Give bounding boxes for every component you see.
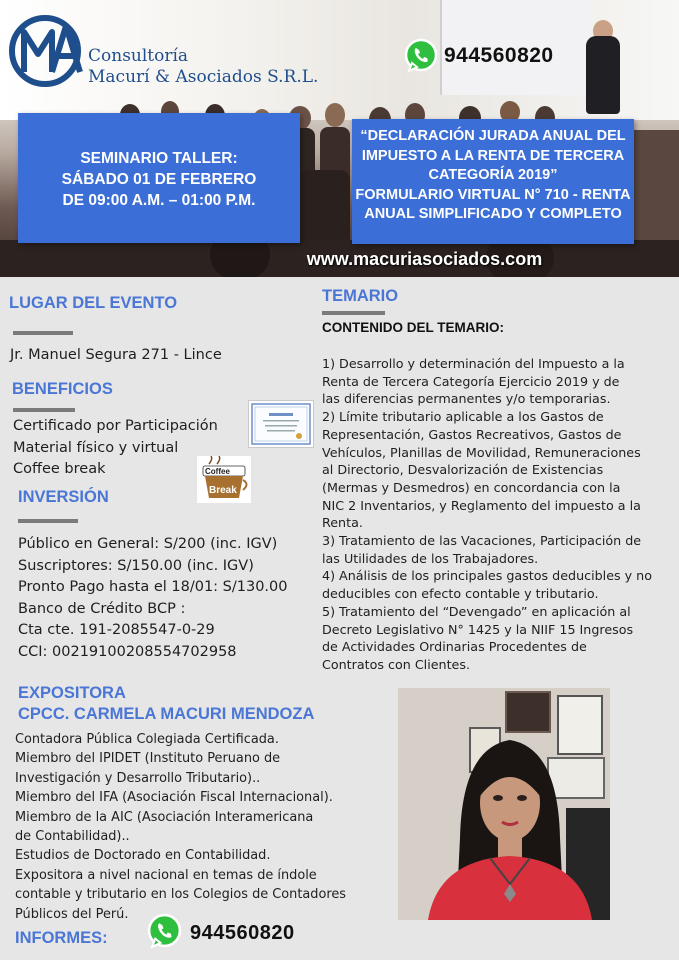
temario-underline [322, 311, 385, 315]
list-item: Miembro del IFA (Asociación Fiscal Internacional). [15, 790, 333, 806]
speaker-photo [398, 688, 610, 920]
inversion-list [18, 534, 288, 663]
website-link[interactable]: www.macuriasociados.com [306, 249, 543, 269]
coffee-break-logo [197, 456, 251, 503]
seminar-title-box [352, 119, 634, 244]
seminar-line-3: DE 09:00 A.M. – 01:00 P.M. [62, 192, 256, 209]
seminar-date-box [18, 113, 300, 243]
list-item: NIC 2 Inventarios, y Reglamento del impuesto a la [322, 497, 641, 513]
list-item: las Utilidades de los Trabajadores. [322, 550, 539, 566]
inversion-underline [18, 519, 78, 523]
list-item: 2) Límite tributario aplicable a los Gastos de [322, 409, 604, 425]
beneficios-heading: BENEFICIOS [12, 380, 113, 398]
list-item: Renta de Tercera Categoría Ejercicio 2019 y de [322, 373, 620, 389]
coffee-logo-line-1: Coffee [205, 467, 230, 476]
list-item: contable y tributario en los Colegios de Contadores [15, 887, 347, 903]
list-item: Suscriptores: S/150.00 (inc. IGV) [18, 557, 254, 574]
list-item: Estudios de Doctorado en Contabilidad. [15, 848, 271, 864]
certificate-image [248, 400, 314, 448]
whatsapp-icon[interactable] [403, 38, 439, 74]
temario-list [322, 355, 677, 674]
list-item: Contratos con Clientes. [322, 656, 471, 672]
list-item: al Directorio, Desvalorización de Existencias [322, 462, 604, 478]
list-item: de Contabilidad).. [15, 829, 130, 845]
seminar-line-1: SEMINARIO TALLER: [80, 150, 238, 167]
coffee-logo-line-2: Break [209, 485, 237, 496]
list-item: Material físico y virtual [13, 439, 179, 456]
informes-label: INFORMES: [15, 929, 108, 947]
list-item: CCI: 00219100208554702958 [18, 643, 237, 660]
title-line-2: IMPUESTO A LA RENTA DE TERCERA [361, 147, 625, 164]
lugar-heading: LUGAR DEL EVENTO [9, 294, 178, 312]
list-item: de Actividades Ordinarias Procedentes de [322, 639, 587, 655]
whatsapp-icon[interactable] [146, 913, 183, 950]
list-item: 3) Tratamiento de las Vacaciones, Participación de [322, 533, 642, 549]
list-item: Miembro de la AIC (Asociación Interamericana [15, 809, 314, 825]
list-item: (Mermas y Desmedros) en concordancia con la [322, 479, 621, 495]
event-address: Jr. Manuel Segura 271 - Lince [10, 347, 222, 363]
list-item: 1) Desarrollo y determinación del Impuesto a la [322, 356, 625, 371]
title-line-1: “DECLARACIÓN JURADA ANUAL DEL [360, 128, 626, 144]
list-item: deducibles con efecto contable y tributario. [322, 586, 599, 602]
phone-number-footer[interactable]: 944560820 [190, 922, 295, 944]
beneficios-list [13, 416, 218, 481]
title-line-3: CATEGORÍA 2019” [428, 167, 558, 183]
company-line-1: Consultoría [88, 46, 189, 66]
list-item: Expositora a nivel nacional en temas de índole [15, 867, 317, 883]
list-item: Cta cte. 191-2085547-0-29 [18, 622, 215, 638]
expositora-bio [15, 730, 346, 924]
phone-number-header[interactable]: 944560820 [444, 44, 554, 67]
temario-subheading: CONTENIDO DEL TEMARIO: [322, 320, 504, 335]
expositora-heading: EXPOSITORA [18, 684, 126, 702]
list-item: Públicos del Perú. [15, 906, 129, 922]
inversion-heading: INVERSIÓN [18, 488, 109, 506]
company-line-2: Macurí & Asociados S.R.L. [88, 67, 319, 87]
list-item: 5) Tratamiento del “Devengado” en aplicación al [322, 603, 631, 619]
beneficios-underline [13, 408, 75, 412]
list-item: Público en General: S/200 (inc. IGV) [18, 536, 278, 552]
expositora-name: CPCC. CARMELA MACURI MENDOZA [18, 705, 315, 723]
lugar-underline [13, 331, 73, 335]
list-item: las diferencias permanentes y/o temporarias. [322, 391, 611, 407]
temario-heading: TEMARIO [322, 287, 399, 305]
list-item: Vehículos, Planillas de Movilidad, Remuneraciones [322, 444, 641, 460]
seminar-line-2: SÁBADO 01 DE FEBRERO [61, 171, 257, 188]
company-name [88, 46, 318, 88]
presenter-figure [586, 36, 620, 114]
list-item: Renta. [322, 515, 363, 531]
list-item: Banco de Crédito BCP : [18, 600, 186, 617]
company-logo-icon [8, 8, 86, 94]
list-item: Pronto Pago hasta el 18/01: S/130.00 [18, 579, 288, 595]
list-item: Decreto Legislativo N° 1425 y la NIIF 15 Ingresos [322, 621, 634, 637]
list-item: Miembro del IPIDET (Instituto Peruano de [15, 751, 281, 767]
title-line-4: FORMULARIO VIRTUAL N° 710 - RENTA [355, 186, 631, 203]
list-item: Contadora Pública Colegiada Certificada. [15, 732, 279, 747]
list-item: Representación, Gastos Recreativos, Gastos de [322, 426, 622, 442]
list-item: 4) Análisis de los principales gastos deducibles y no [322, 568, 652, 584]
list-item: Investigación y Desarrollo Tributario).. [15, 770, 261, 786]
list-item: Certificado por Participación [13, 418, 218, 434]
list-item: Coffee break [13, 461, 106, 477]
title-line-5: ANUAL SIMPLIFICADO Y COMPLETO [364, 206, 622, 222]
